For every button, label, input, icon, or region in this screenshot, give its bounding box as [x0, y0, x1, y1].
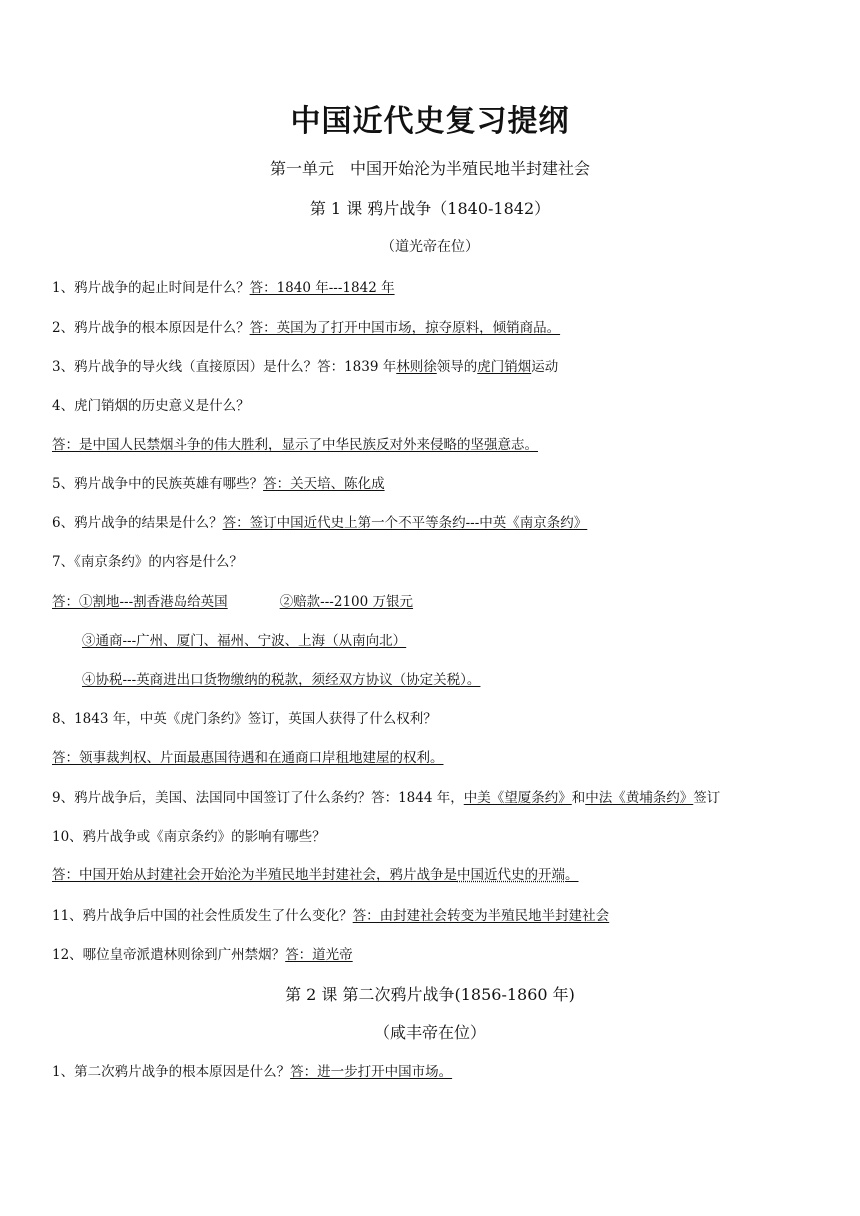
answer-text: 答：道光帝	[285, 947, 353, 963]
question-6	[52, 511, 587, 531]
question-10: 10、鸦片战争或《南京条约》的影响有哪些？	[52, 829, 326, 845]
question-3	[52, 355, 558, 375]
answer-person: 林则徐	[396, 359, 437, 375]
answer-treaty-us: 中美《望厦条约》	[463, 790, 572, 806]
answer-text: 答：由封建社会转变为半殖民地半封建社会	[352, 908, 610, 924]
answer-text: 答：中国开始从封建社会开始沦为半殖民地半封建社会，鸦片战争是	[52, 867, 457, 883]
question-text: 5、鸦片战争中的民族英雄有哪些？	[52, 476, 264, 492]
answer-text: 答：1840 年---1842 年	[249, 280, 395, 296]
question-text: 3、鸦片战争的导火线（直接原因）是什么？答：1839 年	[52, 359, 397, 375]
question-text: 2、鸦片战争的根本原因是什么？	[52, 320, 250, 336]
question-text: 1、第二次鸦片战争的根本原因是什么？	[52, 1064, 291, 1080]
answer-item-tariff: ④协税---英商进出口货物缴纳的税款，须经双方协议（协定关税）。	[82, 672, 481, 688]
answer-item-trade: ③通商---广州、厦门、福州、宁波、上海（从南向北）	[82, 633, 407, 649]
answer-tail: 运动	[531, 359, 559, 375]
answer-10	[52, 863, 579, 883]
answer-8: 答：领事裁判权、片面最惠国待遇和在通商口岸租地建屋的权利。	[52, 750, 444, 766]
question-2	[52, 316, 560, 336]
question-12	[52, 943, 353, 963]
answer-4: 答：是中国人民禁烟斗争的伟大胜利，显示了中华民族反对外来侵略的坚强意志。	[52, 437, 538, 453]
answer-item-indemnity: ②赔款---2100 万银元	[279, 594, 414, 610]
answer-tail: 签订	[693, 790, 721, 806]
answer-7-row-1	[52, 590, 413, 610]
lesson-1-heading: 第 1 课 鸦片战争（1840-1842）	[309, 199, 551, 218]
answer-end: 。	[565, 867, 579, 883]
answer-text: 答：关天培、陈化成	[263, 476, 385, 492]
question-5	[52, 472, 385, 492]
lesson-2-question-1	[52, 1060, 452, 1080]
answer-connector: 领导的	[436, 359, 478, 375]
question-8: 8、1843 年，中英《虎门条约》签订，英国人获得了什么权利？	[52, 711, 437, 727]
question-4: 4、虎门销烟的历史意义是什么？	[52, 398, 250, 414]
answer-event: 虎门销烟	[477, 359, 532, 375]
lesson-1-reign: （道光帝在位）	[381, 239, 479, 255]
answer-text: 答：英国为了打开中国市场，掠夺原料，倾销商品。	[249, 320, 561, 336]
unit-heading: 第一单元 中国开始沦为半殖民地半封建社会	[269, 159, 590, 178]
answer-text: 答：进一步打开中国市场。	[290, 1064, 453, 1080]
lesson-2-heading: 第 2 课 第二次鸦片战争(1856-1860 年)	[285, 985, 575, 1004]
answer-text: 答：签订中国近代史上第一个不平等条约---中英《南京条约》	[222, 515, 588, 531]
lesson-2-reign: （咸丰帝在位）	[373, 1023, 486, 1042]
question-1	[52, 276, 395, 296]
page-title: 中国近代史复习提纲	[290, 104, 570, 139]
answer-treaty-fr: 中法《黄埔条约》	[585, 790, 694, 806]
question-text: 6、鸦片战争的结果是什么？	[52, 515, 223, 531]
question-text: 12、哪位皇帝派遣林则徐到广州禁烟？	[52, 947, 286, 963]
answer-item-cession: 答：①割地---割香港岛给英国	[52, 594, 228, 610]
question-text: 1、鸦片战争的起止时间是什么？	[52, 280, 250, 296]
answer-connector: 和	[571, 790, 586, 806]
question-text: 11、鸦片战争后中国的社会性质发生了什么变化？	[52, 908, 353, 924]
question-11	[52, 904, 609, 924]
answer-emphasis: 中国近代史的开端	[457, 867, 565, 883]
question-text: 9、鸦片战争后，美国、法国同中国签订了什么条约？答：1844 年，	[52, 790, 464, 806]
question-7: 7、《南京条约》的内容是什么？	[52, 554, 243, 570]
question-9	[52, 786, 720, 806]
